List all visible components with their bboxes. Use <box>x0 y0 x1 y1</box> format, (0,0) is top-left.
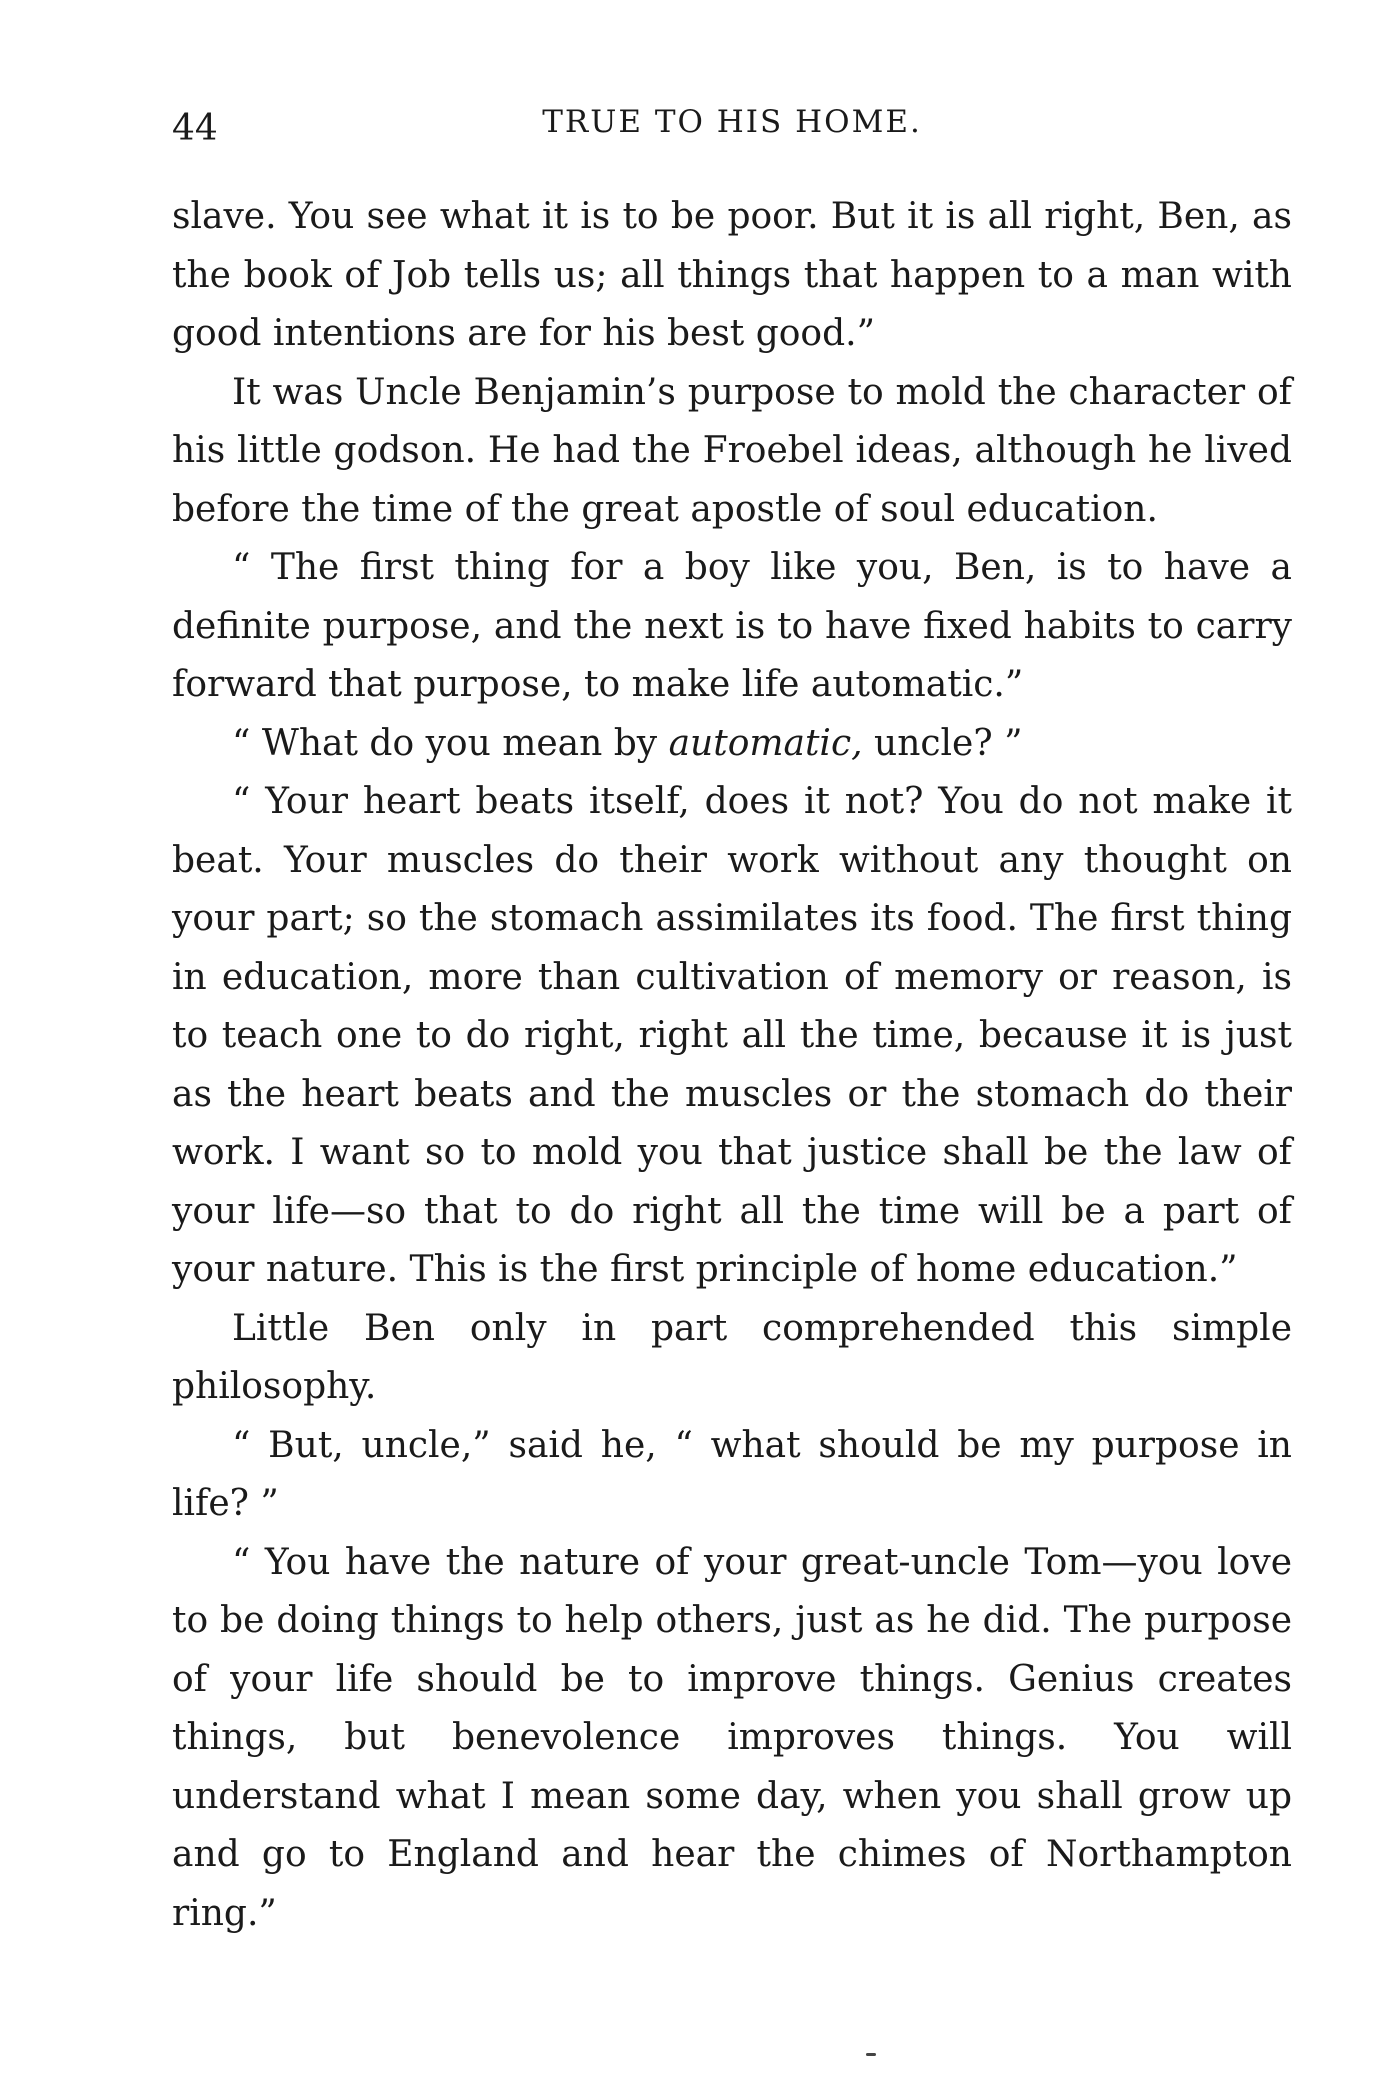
paragraph-4-emphasis: automatic, <box>668 722 863 764</box>
page-number: 44 <box>172 108 218 149</box>
paragraph-7: “ But, uncle,” said he, “ what should be my purpose in life? ” <box>172 1424 1292 1524</box>
paragraph-4-text-after: uncle? ” <box>862 722 1023 764</box>
body-text <box>172 188 1292 1943</box>
paragraph-4 <box>172 715 1292 774</box>
paragraph-6: Little Ben only in part comprehended this simple philosophy. <box>172 1307 1292 1407</box>
paragraph-4-text-before: “ What do you mean by <box>232 722 669 764</box>
page-header <box>172 100 1292 160</box>
book-page <box>172 100 1292 1934</box>
paragraph-2: It was Uncle Benjamin’s purpose to mold the character of his little godson. He had the Froebel ideas, although he lived before the time of the great apostle of soul education. <box>172 371 1292 530</box>
paragraph-8: “ You have the nature of your great-uncle Tom—you love to be doing things to help others, just as he did. The purpose of your life should be to improve things. Genius creates things, but benevolence improves things. You will understand what I mean some day, when you shall grow up and go to England and hear the chimes of Northampton ring.” <box>172 1541 1292 1934</box>
paragraph-3: “ The first thing for a boy like you, Ben, is to have a definite purpose, and the next is to have fixed habits to carry forward that purpose, to make life automatic.” <box>172 547 1292 705</box>
running-title: TRUE TO HIS HOME. <box>542 104 922 140</box>
paragraph-5: “ Your heart beats itself, does it not? You do not make it beat. Your muscles do their work without any thought on your part; so the stomach assimilates its food. The first thing in education, more than cultivation of memory or reason, is to teach one to do right, right all the time, because it is just as the heart beats and the muscles or the stomach do their work. I want so to mold you that justice shall be the law of your life—so that to do right all the time will be a part of your nature. This is the first principle of home education.” <box>172 781 1292 1290</box>
paragraph-1: slave. You see what it is to be poor. But it is all right, Ben, as the book of Job tells us; all things that happen to a man with good intentions are for his best good.” <box>172 196 1292 354</box>
print-speck <box>866 2053 876 2056</box>
